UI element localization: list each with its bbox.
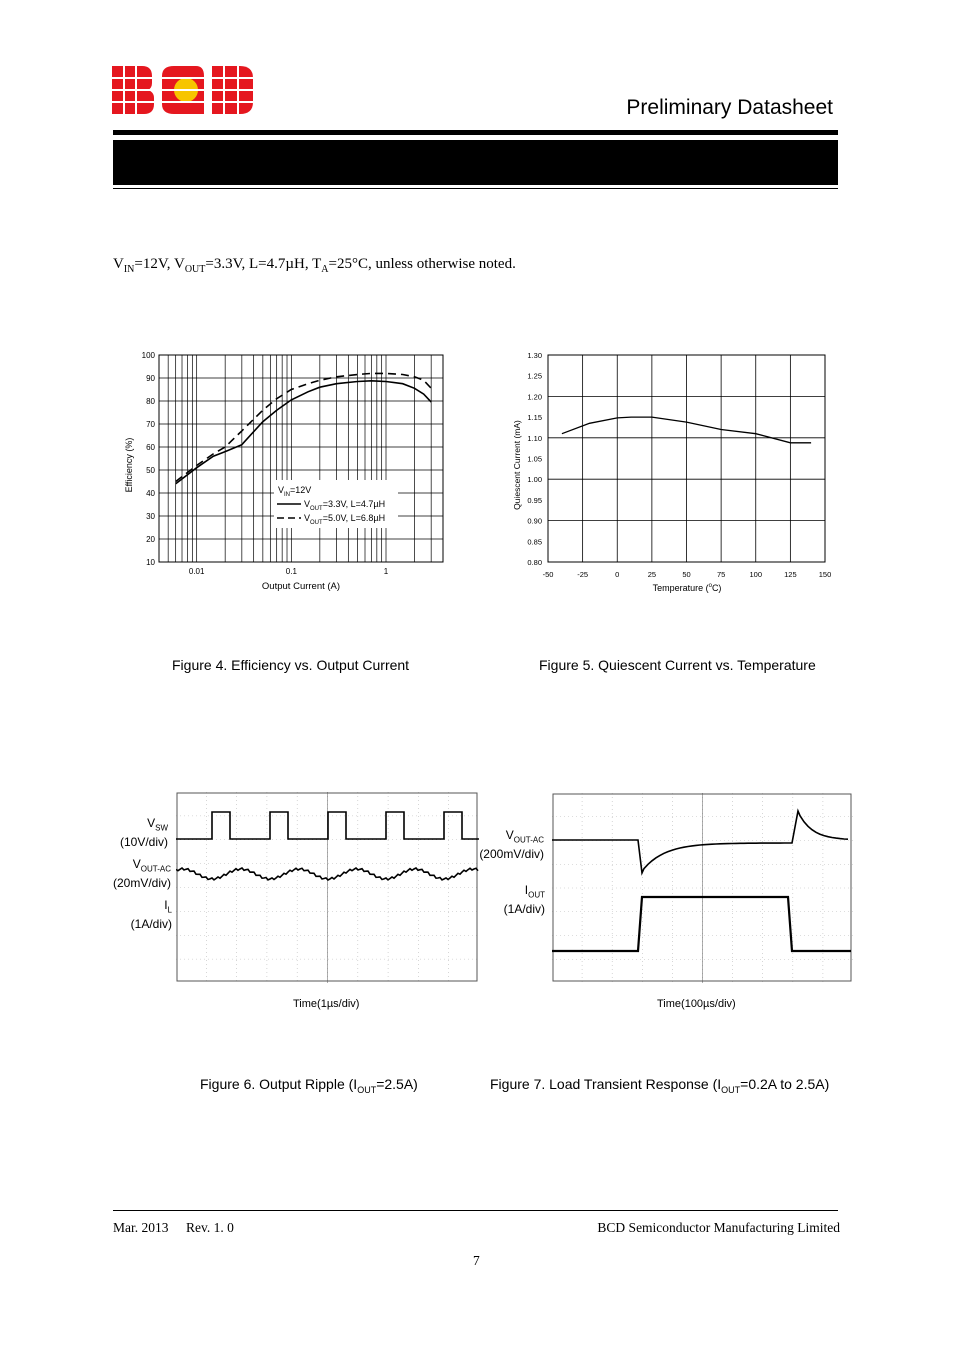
- efficiency-y-tick-label: 80: [146, 397, 155, 406]
- header-title: Preliminary Datasheet: [626, 96, 833, 119]
- efficiency-y-tick-label: 20: [146, 535, 155, 544]
- efficiency-chart: [110, 340, 470, 600]
- quiescent-current-chart: [505, 340, 845, 602]
- efficiency-x-tick-label: 0.1: [285, 567, 297, 576]
- vout-ac-transient-label: $V_{OUT-AC}$ (200mV/div): [479, 828, 544, 862]
- load-transient-scope: [552, 793, 853, 983]
- header-rule: [113, 130, 838, 135]
- quiescent-y-tick-label: 1.15: [527, 413, 542, 423]
- quiescent-y-tick-label: 1.25: [527, 371, 542, 381]
- quiescent-x-tick-label: 100: [749, 570, 763, 579]
- vsw-waveform: [176, 812, 479, 839]
- efficiency-y-axis-label: Efficiency (%): [124, 437, 134, 493]
- efficiency-legend: [274, 480, 398, 528]
- quiescent-y-tick-label: 1.30: [527, 351, 542, 360]
- figure-7-caption: Figure 7. Load Transient Response ($I_{OUT}=0.2A$ to 2.5A): [490, 1076, 830, 1095]
- quiescent-y-tick-label: 1.00: [527, 475, 542, 485]
- vout-ac-waveform: [176, 868, 478, 880]
- footer-date: Mar. 2013: [113, 1220, 169, 1235]
- efficiency-y-tick-label: 10: [146, 558, 155, 567]
- quiescent-y-tick-label: 0.85: [527, 537, 542, 547]
- efficiency-y-tick-label: 60: [146, 443, 155, 452]
- figure-4-caption: Figure 4. Efficiency vs. Output Current: [172, 657, 410, 673]
- quiescent-grid: [548, 355, 825, 562]
- efficiency-y-tick-label: 40: [146, 489, 155, 498]
- quiescent-x-tick-label: -25: [577, 570, 589, 579]
- footer-company: BCD Semiconductor Manufacturing Limited: [597, 1220, 840, 1235]
- quiescent-y-tick-label: 1.05: [527, 454, 542, 464]
- output-ripple-scope: [176, 792, 479, 983]
- output-ripple-time-label: Time(1µs/div): [293, 998, 360, 1010]
- efficiency-series-5v0: [176, 373, 432, 481]
- quiescent-x-tick-label: 50: [682, 570, 691, 579]
- efficiency-y-tick-label: 90: [146, 374, 155, 383]
- efficiency-y-tick-label: 30: [146, 512, 155, 521]
- section-bar: [113, 140, 838, 185]
- figure-6-caption: Figure 6. Output Ripple $(I_{OUT}=2.5A)$: [200, 1076, 418, 1095]
- efficiency-x-axis-label: Output Current (A): [261, 581, 341, 592]
- quiescent-y-tick-label: 1.10: [527, 433, 542, 443]
- quiescent-y-tick-label: 0.80: [527, 558, 542, 567]
- svg-text:VOUT=5.0V, L=6.8µH: $V_{OUT}=5.0V$, L=6.8µH: [304, 513, 386, 526]
- svg-text:VOUT=3.3V, L=4.7µH: $V_{OUT}=3.3V$, L=4.7µH: [304, 499, 386, 512]
- page-number: 7: [473, 1253, 480, 1268]
- quiescent-x-tick-label: 0: [615, 570, 620, 579]
- vout-ac-channel-label: $V_{OUT-AC}$ (20mV/div): [112, 857, 171, 891]
- quiescent-x-tick-label: 150: [818, 570, 832, 579]
- footer-rule: [113, 1210, 838, 1211]
- efficiency-x-tick-label: 0.01: [188, 567, 205, 576]
- test-conditions: $V_{IN}=12V$, $V_{OUT}=3.3V$, L=4.7µH, $T_A=25^\circ C$, unless otherwise noted.: [113, 256, 516, 275]
- efficiency-y-tick-label: 50: [146, 466, 155, 475]
- efficiency-y-tick-label: 100: [141, 351, 155, 360]
- footer-revision: Rev. 1. 0: [186, 1220, 234, 1235]
- quiescent-y-axis-label: Quiescent Current (mA): [512, 420, 522, 510]
- iout-transient-waveform: [552, 897, 851, 951]
- quiescent-x-axis-label: Temperature ($^o$C): [652, 583, 722, 593]
- quiescent-x-tick-label: -50: [542, 570, 554, 579]
- quiescent-x-tick-label: 75: [716, 570, 726, 579]
- company-logo: [112, 66, 254, 114]
- iout-channel-label: $I_{OUT}$ (1A/div): [503, 883, 545, 917]
- vsw-channel-label: $V_{SW}$ (10V/div): [119, 816, 168, 850]
- il-channel-label: $I_L$ (1A/div): [130, 898, 172, 932]
- quiescent-y-tick-label: 1.20: [527, 392, 542, 402]
- efficiency-x-tick-label: 1: [383, 567, 389, 576]
- figure-5-caption: Figure 5. Quiescent Current vs. Temperature: [539, 657, 816, 673]
- efficiency-series-3v3: [176, 381, 432, 484]
- quiescent-x-tick-label: 125: [784, 570, 797, 579]
- quiescent-y-tick-label: 0.95: [527, 495, 542, 505]
- section-bar-underline: [113, 188, 838, 189]
- load-transient-time-label: Time(100µs/div): [657, 998, 736, 1010]
- vout-transient-waveform: [552, 811, 848, 873]
- quiescent-x-tick-label: 25: [647, 570, 657, 579]
- efficiency-y-tick-label: 70: [146, 420, 155, 429]
- quiescent-y-tick-label: 0.90: [527, 516, 542, 526]
- svg-text:VIN=12V: $V_{IN}=12V$: [278, 485, 312, 498]
